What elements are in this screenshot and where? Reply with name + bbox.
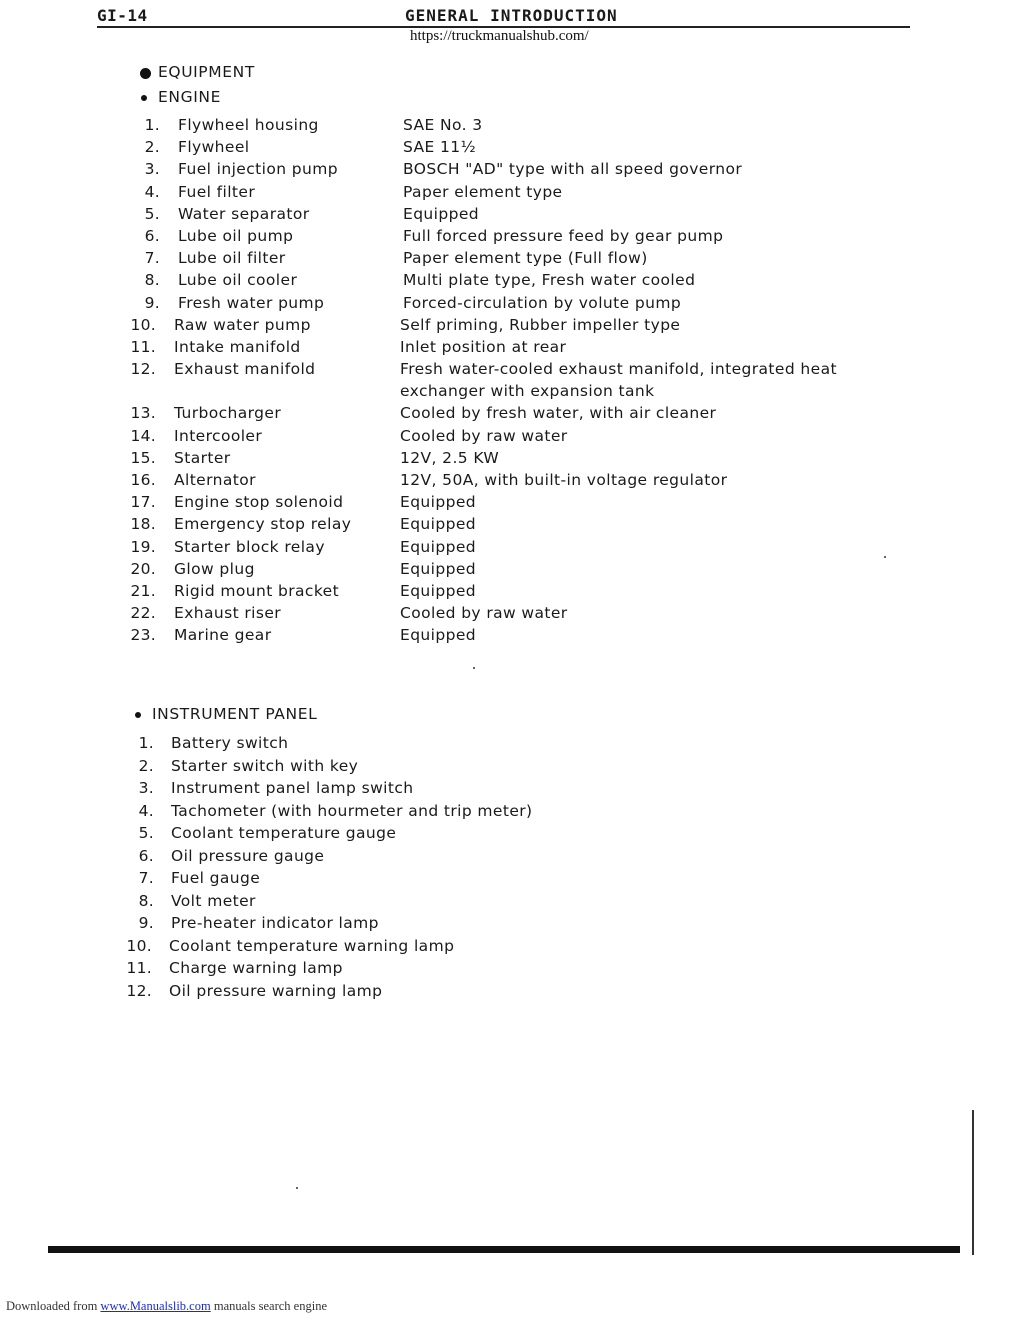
engine-item-spec: SAE No. 3 <box>403 116 483 134</box>
engine-item-name: Fresh water pump <box>178 293 325 312</box>
panel-item-number: 1. <box>138 734 154 752</box>
scan-speck <box>296 1187 298 1189</box>
engine-item-number: 22. <box>130 604 156 623</box>
engine-item-spec: Equipped <box>400 582 477 600</box>
bottom-rule <box>48 1246 960 1253</box>
bullet-icon <box>141 95 147 101</box>
engine-item-spec: Equipped <box>400 493 477 512</box>
panel-item-number: 9. <box>138 914 154 932</box>
equipment-heading: EQUIPMENT <box>158 63 255 81</box>
panel-item-name: Coolant temperature gauge <box>171 824 397 842</box>
panel-item-name: Charge warning lamp <box>169 959 343 977</box>
engine-item-name: Exhaust manifold <box>174 360 316 379</box>
engine-item-spec: Equipped <box>400 559 477 578</box>
engine-item-name: Fuel filter <box>178 182 256 201</box>
panel-item-name: Volt meter <box>171 891 256 910</box>
page-code: GI-14 <box>97 6 148 25</box>
engine-item-spec: Equipped <box>403 204 480 223</box>
panel-item-number: 6. <box>138 846 154 865</box>
panel-item-number: 4. <box>138 801 154 820</box>
engine-item-name: Glow plug <box>174 559 255 578</box>
engine-item-number: 18. <box>130 515 156 534</box>
engine-item-spec: Equipped <box>400 537 477 556</box>
engine-item-spec: Multi plate type, Fresh water cooled <box>403 271 696 290</box>
engine-item-name: Rigid mount bracket <box>174 582 340 600</box>
engine-item-number: 1. <box>144 116 160 134</box>
engine-item-name: Lube oil cooler <box>178 271 298 290</box>
engine-item-number: 9. <box>144 293 160 312</box>
bullet-icon <box>140 68 151 79</box>
engine-item-spec: Fresh water-cooled exhaust manifold, integrated heat <box>400 360 837 379</box>
engine-item-spec: Equipped <box>400 626 477 645</box>
panel-item-name: Pre-heater indicator lamp <box>171 914 379 932</box>
instrument-panel-heading: INSTRUMENT PANEL <box>152 705 318 723</box>
engine-item-spec: Equipped <box>400 515 477 534</box>
panel-item-number: 10. <box>126 936 152 955</box>
engine-item-name: Alternator <box>174 471 256 489</box>
panel-item-number: 2. <box>138 756 154 775</box>
engine-item-number: 16. <box>130 471 156 489</box>
panel-item-number: 12. <box>126 981 152 1000</box>
panel-item-number: 8. <box>138 891 154 910</box>
engine-item-number: 19. <box>130 537 156 556</box>
panel-item-number: 7. <box>138 869 154 887</box>
panel-item-name: Starter switch with key <box>171 756 359 775</box>
engine-item-number: 5. <box>144 204 160 223</box>
engine-item-spec: Inlet position at rear <box>400 338 567 356</box>
page-edge-mark <box>972 1110 974 1255</box>
engine-item-name: Starter <box>174 448 231 467</box>
engine-item-name: Flywheel <box>178 138 250 157</box>
engine-item-spec: 12V, 2.5 KW <box>400 448 500 467</box>
panel-item-name: Tachometer (with hourmeter and trip meter) <box>171 801 533 820</box>
engine-item-name: Emergency stop relay <box>174 515 352 534</box>
scan-speck <box>473 667 475 669</box>
engine-item-number: 14. <box>130 426 156 445</box>
engine-item-name: Water separator <box>178 204 310 223</box>
panel-item-number: 3. <box>138 779 154 797</box>
footer-prefix: Downloaded from <box>6 1299 98 1313</box>
engine-item-name: Marine gear <box>174 626 272 645</box>
engine-item-number: 13. <box>130 404 156 423</box>
panel-item-name: Battery switch <box>171 734 289 752</box>
engine-item-name: Intercooler <box>174 426 263 445</box>
engine-item-number: 20. <box>130 559 156 578</box>
source-url[interactable]: https://truckmanualshub.com/ <box>410 28 589 44</box>
engine-item-name: Raw water pump <box>174 315 311 334</box>
engine-item-number: 10. <box>130 315 156 334</box>
engine-item-number: 7. <box>144 249 160 268</box>
engine-item-number: 17. <box>130 493 156 512</box>
engine-item-spec: 12V, 50A, with built-in voltage regulator <box>400 471 728 489</box>
engine-item-spec: BOSCH "AD" type with all speed governor <box>403 160 743 179</box>
engine-item-number: 6. <box>144 227 160 245</box>
engine-item-spec: SAE 11½ <box>403 138 476 157</box>
scan-speck <box>884 556 886 558</box>
engine-item-spec: Cooled by fresh water, with air cleaner <box>400 404 717 423</box>
engine-item-number: 15. <box>130 448 156 467</box>
download-footer <box>6 1299 327 1314</box>
engine-heading: ENGINE <box>158 88 221 106</box>
engine-item-number: 11. <box>130 338 156 356</box>
engine-item-spec: Paper element type <box>403 182 563 201</box>
engine-item-spec: Cooled by raw water <box>400 604 568 623</box>
engine-item-name: Engine stop solenoid <box>174 493 344 512</box>
panel-item-name: Instrument panel lamp switch <box>171 779 414 797</box>
manualslib-link[interactable]: www.Manualslib.com <box>100 1299 211 1313</box>
bullet-icon <box>135 712 141 718</box>
engine-item-name: Starter block relay <box>174 537 325 556</box>
panel-item-number: 11. <box>126 959 152 977</box>
engine-item-name: Flywheel housing <box>178 116 319 134</box>
engine-item-name: Lube oil filter <box>178 249 286 268</box>
engine-item-spec: Forced-circulation by volute pump <box>403 293 682 312</box>
engine-item-spec: Cooled by raw water <box>400 426 568 445</box>
engine-item-number: 12. <box>130 360 156 379</box>
engine-item-number: 3. <box>144 160 160 179</box>
engine-item-spec: Full forced pressure feed by gear pump <box>403 227 724 245</box>
panel-item-number: 5. <box>138 824 154 842</box>
footer-suffix: manuals search engine <box>213 1299 327 1313</box>
engine-item-number: 8. <box>144 271 160 290</box>
engine-item-number: 23. <box>130 626 156 645</box>
engine-item-name: Fuel injection pump <box>178 160 338 179</box>
engine-item-name: Turbocharger <box>174 404 282 423</box>
panel-item-name: Oil pressure gauge <box>171 846 325 865</box>
engine-item-name: Intake manifold <box>174 338 301 356</box>
engine-item-number: 4. <box>144 182 160 201</box>
engine-item-spec: Paper element type (Full flow) <box>403 249 648 268</box>
engine-item-name: Lube oil pump <box>178 227 294 245</box>
engine-item-number: 2. <box>144 138 160 157</box>
panel-item-name: Oil pressure warning lamp <box>169 981 383 1000</box>
engine-item-spec: Self priming, Rubber impeller type <box>400 315 681 334</box>
engine-item-name: Exhaust riser <box>174 604 282 623</box>
engine-item-number: 21. <box>130 582 156 600</box>
page-title: GENERAL INTRODUCTION <box>405 6 618 25</box>
engine-item-spec-continued: exchanger with expansion tank <box>400 382 655 401</box>
panel-item-name: Fuel gauge <box>171 869 261 887</box>
panel-item-name: Coolant temperature warning lamp <box>169 936 455 955</box>
